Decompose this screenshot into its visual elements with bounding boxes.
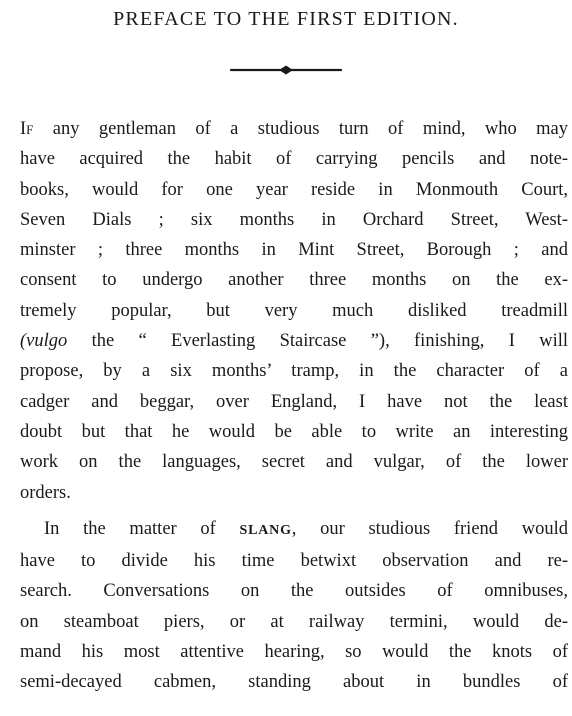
text-line: have acquired the habit of carrying pencils and note- (20, 149, 568, 170)
paragraph-1 (20, 114, 568, 508)
text-line: (vulgo the “ Everlasting Staircase ”), finishing, I will (20, 331, 569, 352)
slang-emphasis: SLANG (239, 522, 292, 538)
dropcap: If (20, 119, 34, 139)
ornament-rule-icon (229, 64, 343, 76)
text-line: consent to undergo another three months on the ex- (20, 270, 568, 291)
text-line: search. Conversations on the outsides of omnibuses, (20, 581, 568, 602)
page-title: PREFACE TO THE FIRST EDITION. (113, 8, 459, 30)
text-line: tremely popular, but very much disliked treadmill (20, 300, 568, 321)
text-line: doubt but that he would be able to write an interesting (20, 421, 568, 442)
text-line: books, would for one year reside in Monmouth Court, (20, 179, 568, 200)
body-text (20, 114, 568, 698)
text-line: semi-decayed cabmen, standing about in bundles of (20, 672, 568, 693)
text-line: orders. (20, 482, 71, 503)
paragraph-2 (20, 514, 568, 698)
text-line: cadger and beggar, over England, I have not the least (20, 391, 568, 412)
text-line: mand his most attentive hearing, so would the knots of (20, 642, 568, 663)
italic-word: (vulgo (20, 331, 68, 352)
text-line: If any gentleman of a studious turn of mind, who may (20, 119, 568, 139)
text-line: minster ; three months in Mint Street, Borough ; and (20, 240, 568, 261)
text-line: on steamboat piers, or at railway termini, would de- (20, 611, 568, 632)
text-line: In the matter of SLANG, our studious friend would (44, 518, 568, 539)
text-line: Seven Dials ; six months in Orchard Street, West- (20, 209, 568, 230)
text-line: work on the languages, secret and vulgar, of the lower (20, 452, 568, 473)
text-line: propose, by a six months’ tramp, in the character of a (20, 361, 568, 382)
text-line: have to divide his time betwixt observation and re- (20, 551, 568, 572)
